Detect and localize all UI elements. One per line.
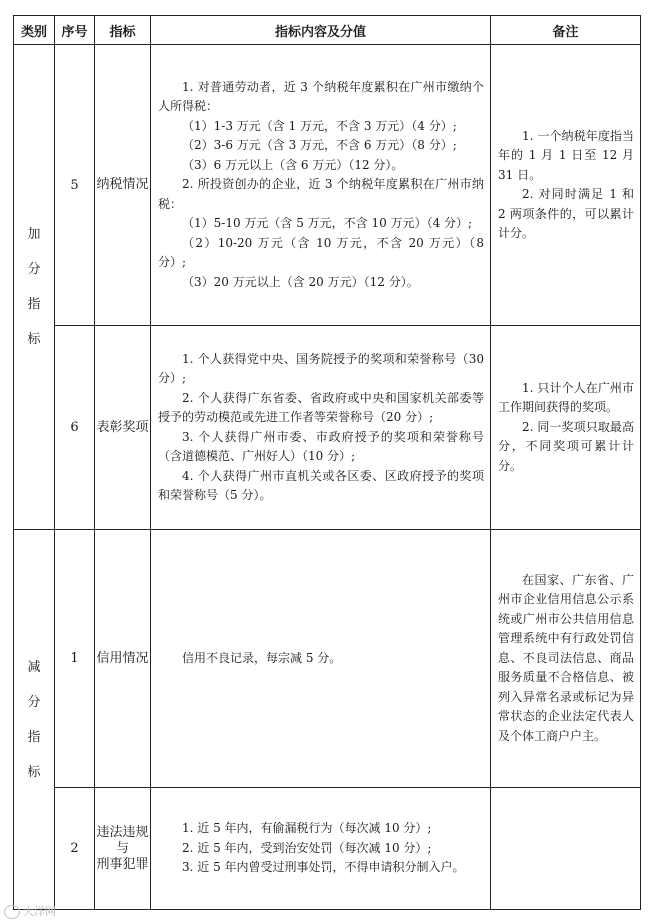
table-row xyxy=(14,326,641,530)
scoring-table xyxy=(13,15,641,910)
row-number: 2 xyxy=(55,788,95,910)
watermark-logo-icon xyxy=(4,905,20,919)
row-note: 在国家、广东省、广州市企业信用信息公示系统或广州市公共信用信息管理系统中有行政处罚信息、不良司法信息、商品服务质量不合格信息、被列入异常名录或标记为异常状态的企业法定代表人及个体工商户户主。 xyxy=(491,530,641,788)
row-number: 1 xyxy=(55,530,95,788)
table-row xyxy=(14,45,641,326)
header-notes: 备注 xyxy=(491,16,641,45)
row-indicator: 纳税情况 xyxy=(95,45,151,326)
row-indicator: 违法违规 与 刑事犯罪 xyxy=(95,788,151,910)
watermark: 大洋网 xyxy=(4,903,56,919)
row-content: 1. 近 5 年内，有偷漏税行为（每次减 10 分）; 2. 近 5 年内，受到治安处罚（每次减 10 分）; 3. 近 5 年内曾受过刑事处罚，不得申请积分制入户。 xyxy=(151,788,491,910)
table-row xyxy=(14,788,641,910)
header-number: 序号 xyxy=(55,16,95,45)
table-header-row xyxy=(14,16,641,45)
header-indicator: 指标 xyxy=(95,16,151,45)
category-bonus: 加 分 指 标 xyxy=(14,45,55,530)
category-deduction: 减 分 指 标 xyxy=(14,530,55,910)
row-content: 1. 个人获得党中央、国务院授予的奖项和荣誉称号（30 分）; 2. 个人获得广东省委、省政府或中央和国家机关部委等授予的劳动模范或先进工作者等荣誉称号（20 分）; 3. 个人获得广州市委、市政府授予的奖项和荣誉称号（含道德模范、广州好人）（10 分）; 4. 个人获得广州市直机关或各区委、区政府授予的奖项和荣誉称号（5 分）。 xyxy=(151,326,491,530)
row-number: 5 xyxy=(55,45,95,326)
row-note xyxy=(491,788,641,910)
row-note: 1. 只计个人在广州市工作期间获得的奖项。 2. 同一奖项只取最高分，不同奖项可累计计分。 xyxy=(491,326,641,530)
header-category: 类别 xyxy=(14,16,55,45)
row-number: 6 xyxy=(55,326,95,530)
row-content: 信用不良记录，每宗减 5 分。 xyxy=(151,530,491,788)
header-content: 指标内容及分值 xyxy=(151,16,491,45)
row-indicator: 信用情况 xyxy=(95,530,151,788)
row-content: 1. 对普通劳动者，近 3 个纳税年度累积在广州市缴纳个人所得税： （1）1-3 万元（含 1 万元，不含 3 万元）（4 分）; （2）3-6 万元（含 3 万元，不含 6 万元）（8 分）; （3）6 万元以上（含 6 万元）（12 分）。 2. 所投资创办的企业，近 3 个纳税年度累积在广州市纳税： （1）5-10 万元（含 5 万元，不含 10 万元）（4 分）; （2）10-20 万元（含 10 万元，不含 20 万元）（8 分）; （3）20 万元以上（含 20 万元）（12 分）。 xyxy=(151,45,491,326)
row-note: 1. 一个纳税年度指当年的 1 月 1 日至 12 月 31 日。 2. 对同时满足 1 和 2 两项条件的，可以累计计分。 xyxy=(491,45,641,326)
row-indicator: 表彰奖项 xyxy=(95,326,151,530)
table-row xyxy=(14,530,641,788)
